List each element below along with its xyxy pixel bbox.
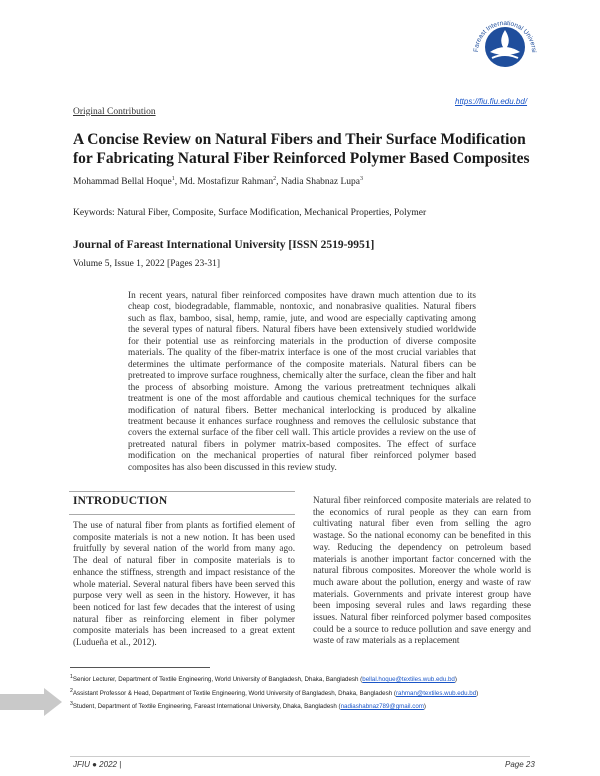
intro-right-column: Natural fiber reinforced composite materials are related to the economics of rural people as they can earn from cultivating natural fiber even from selling the agro wastage. So the national economy can be benefited in this way. Reducing the dependency on petroleum based materials is another important factor concerned with the natural fibrous composites. Moreover the whole world is much aware about the pollution, energy and waste of raw materials. Governments and private interest group have been imposing several rules and laws regarding these issues. Natural fiber reinforced polymer based composites could be a source to reduce pollution and save energy and waste of raw materials as a replacement <box>313 495 531 646</box>
footnote-mark: 3 <box>70 701 73 708</box>
intro-left-column: The use of natural fiber from plants as fortified element of composite materials is not a new notion. It has been used fruitfully by several nation of the world from many ago. The deal of natural fiber in composite materials is to enhance the stiffness, strength and impact resistance of the whole material. Several natural fibers have been served this purpose very well as seen in the history. However, it has been noticed for last few decades that the interest of using natural fiber as reinforcing element in fiber polymer composite materials has been increased to a great extent (Ludueña et al., 2012). <box>73 520 295 648</box>
keywords: Keywords: Natural Fiber, Composite, Surface Modification, Mechanical Properties, Polymer <box>73 208 427 218</box>
footer-journal: JFIU ● 2022 | <box>73 760 122 769</box>
paper-title: A Concise Review on Natural Fibers and Their Surface Modification for Fabricating Natural Fiber Reinforced Polymer Based Composites <box>73 131 530 167</box>
email-link[interactable]: nadiashabnaz789@gmail.com <box>340 703 424 711</box>
authors-line: Mohammad Bellal Hoque$^1$, Md. Mostafizur Rahman$^2$, Nadia Shabnaz Lupa$^3$ <box>73 176 363 188</box>
section-heading: INTRODUCTION <box>73 495 168 507</box>
author-mark: 1 <box>171 176 175 182</box>
email-link[interactable]: rahman@textiles.wub.edu.bd <box>395 689 477 697</box>
footnote-text: ) <box>476 689 479 697</box>
volume-info: Volume 5, Issue 1, 2022 [Pages 23-31] <box>73 259 221 269</box>
abstract: In recent years, natural fiber reinforced composites have drawn much attention due to its cheap cost, biodegradable, flammable, nontoxic, and nonabrasive qualities. Natural fibers such as flax, bamboo, sisal, hemp, ramie, jute, and wood are especially captivating among the several types of natural fibers. Natural fibers have been extensively studied worldwide for their potential use as reinforcing materials in the production of diverse composite materials. The quality of the fiber-matrix interface is one of the most crucial variables that determines the ultimate performance of the composite materials. Natural fibers can be pretreated to improve surface roughness, chemically alter the surface, clean the fiber and halt the process of absorbing moisture. Among the various pretreatment techniques alkali treatment is one of the most affordable and cautious chemical techniques for the surface modification of natural fibers. Better mechanical interlocking is produced by alkaline treatment because it enhances surface roughness and removes the cellulosic substance that covers the external surface of the fiber cell wall. This article provides a review on the use of pretreated natural fibers in polymer matrix-based composites. The effect of surface modification on the mechanical properties of natural fiber reinforced polymer based composites has also been discussed in this review study. <box>128 291 476 473</box>
university-logo-icon <box>470 12 540 82</box>
footnote-text: ) <box>454 676 457 684</box>
author-mark: 3 <box>360 176 363 182</box>
footer-divider <box>70 756 530 757</box>
footnote-text: Assistant Professor & Head, Department of Textile Engineering, World University of Bangladesh, Dhaka, Bangladesh ( <box>72 689 396 697</box>
author-name: Nadia Shabnaz Lupa <box>280 177 360 188</box>
footnote-text: Student, Department of Textile Engineering, Fareast International University, Dhaka, Bangladesh ( <box>72 703 341 711</box>
footnote-text: Senior Lecturer, Department of Textile Engineering, World University of Bangladesh, Dhaka, Bangladesh ( <box>72 676 363 684</box>
contribution-type: Original Contribution <box>73 107 156 117</box>
page-number: Page 23 <box>505 760 535 769</box>
arrow-right-icon <box>0 688 62 716</box>
journal-name: Journal of Fareast International University [ISSN 2519-9951] <box>73 239 375 251</box>
section-divider <box>69 514 295 515</box>
footnote-mark: 2 <box>70 687 73 694</box>
author-name: Md. Mostafizur Rahman <box>179 177 274 188</box>
author-mark: 2 <box>273 176 277 182</box>
footnotes <box>70 672 540 713</box>
footnote-divider <box>70 667 210 668</box>
author-name: Mohammad Bellal Hoque <box>73 177 172 188</box>
footnote <box>70 672 540 686</box>
footnote <box>70 699 540 713</box>
footnote <box>70 686 540 700</box>
footnote-mark: 1 <box>70 674 73 680</box>
footnote-text: ) <box>423 703 426 711</box>
journal-url-link[interactable]: https://fiu.fiu.edu.bd/ <box>455 97 528 106</box>
logo-text: Fareast International Universi <box>472 19 538 53</box>
email-link[interactable]: bellal.hoque@textiles.wub.edu.bd <box>362 676 455 684</box>
